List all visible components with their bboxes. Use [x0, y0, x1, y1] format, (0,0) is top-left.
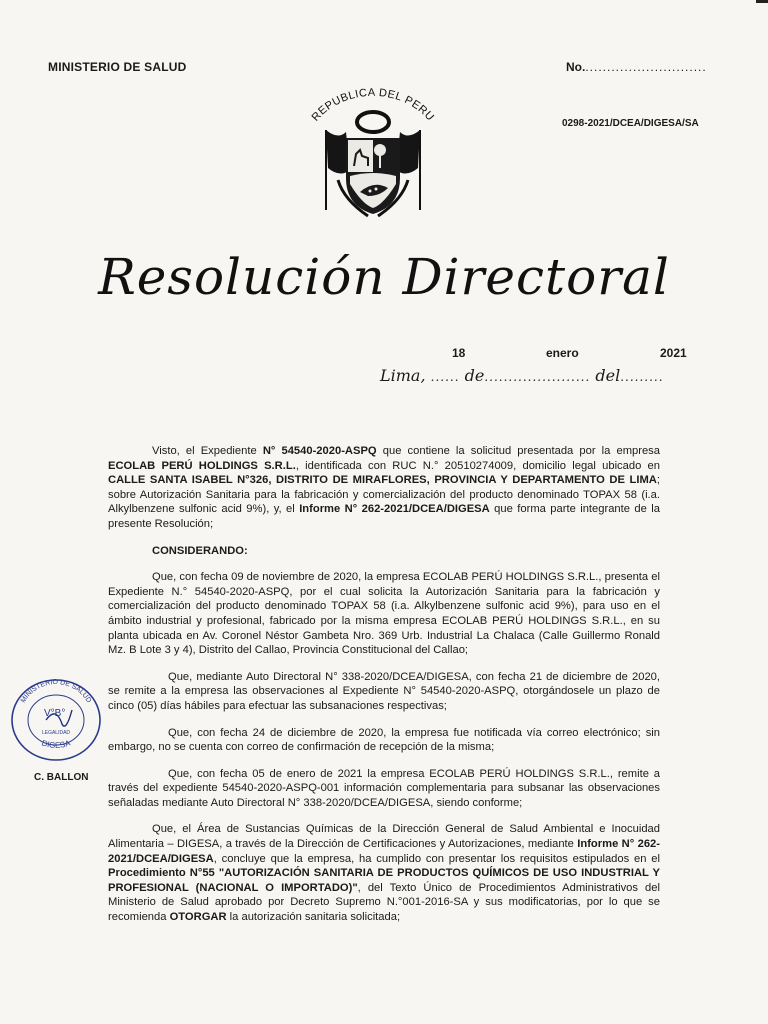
date-dots-2: ......................	[484, 370, 591, 384]
number-dots: ............................	[585, 60, 707, 74]
resolution-body	[108, 444, 660, 925]
considerando-paragraph-2: Que, mediante Auto Directoral N° 338-2020/DCEA/DIGESA, con fecha 21 de diciembre de 2020, se remite a la empresa las observaciones al Expediente N° 54540-2020-ASPQ, otorgándosele un plazo de cinco (05) días hábiles para efectuar las subsanaciones respectivas;	[108, 670, 660, 712]
considerando-paragraph-1: Que, con fecha 09 de noviembre de 2020, la empresa ECOLAB PERÚ HOLDINGS S.R.L., presenta el Expediente N.° 54540-2020-ASPQ, por el cual solicita la Autorización Sanitaria para la fabricación y comercialización del producto denominado TOPAX 58 (i.a. Alkylbenzene sulfonic acid 9%), para uso en el ámbito industrial y profesional, fabricado por la misma empresa ECOLAB PERÚ HOLDINGS S.R.L., en su planta ubicada en Av. Coronel Néstor Gambeta Nro. 369 Urb. Industrial La Chalaca (Calle Guillermo Ronald Mz. B Lote 3 y 4), Distrito del Callao, Provincia Constitucional del Callao;	[108, 571, 660, 657]
document-number	[566, 60, 707, 74]
considerando-paragraph-4: Que, con fecha 05 de enero de 2021 la empresa ECOLAB PERÚ HOLDINGS S.R.L., remite a través del expediente 54540-2020-ASPQ-001 información complementaria para subsanar las observaciones señaladas mediante Auto Directoral N° 338-2020/DCEA/DIGESA, siendo conforme;	[108, 767, 660, 809]
p5-text: Que, el Área de Sustancias Químicas de la Dirección General de Salud Ambiental e Inocuidad Alimentaria – DIGESA, a través de la Dirección de Certificaciones y Autorizaciones, mediante	[108, 823, 660, 851]
stamp-arc-text: MINISTERIO DE SALUD	[19, 678, 93, 705]
informe-number: Informe N° 262-2021/DCEA/DIGESA	[108, 838, 660, 865]
svg-text:MINISTERIO DE SALUD	[20, 679, 92, 704]
p5-text: , concluye que la empresa, ha cumplido con presentar los requisitos estipulados en el	[213, 852, 660, 865]
stamp-section: LEGALIDAD	[41, 730, 71, 736]
ministry-heading: MINISTERIO DE SALUD	[48, 60, 187, 74]
coat-of-arms-icon	[288, 70, 458, 220]
expediente-number: N° 54540-2020-ASPQ	[262, 445, 377, 457]
date-de: de	[464, 366, 485, 385]
otorgar-keyword: OTORGAR	[169, 911, 227, 924]
considerando-heading: CONSIDERANDO:	[152, 544, 248, 557]
date-year: 2021	[660, 346, 687, 360]
company-address: CALLE SANTA ISABEL N°326, DISTRITO DE MIRAFLORES, PROVINCIA Y DEPARTAMENTO DE LIMA	[108, 474, 657, 487]
stamp-vb: V°B°	[44, 708, 66, 719]
visto-text: ; sobre Autorización Sanitaria para la fabricación y comercialización del producto denominado TOPAX 58 (i.a. Alkylbenzene sulfonic acid 9%), y, el	[108, 474, 660, 516]
company-name: ECOLAB PERÚ HOLDINGS S.R.L.	[108, 459, 296, 472]
visto-paragraph	[108, 444, 660, 532]
date-line	[380, 366, 664, 385]
number-label: No.	[566, 60, 586, 74]
scan-edge-mark	[756, 0, 768, 3]
svg-text:DIGESA	[41, 738, 73, 750]
informe-number: Informe N° 262-2021/DCEA/DIGESA	[299, 503, 490, 516]
visto-text: Visto, el Expediente	[152, 445, 263, 457]
page-title: Resolución Directoral	[98, 248, 670, 306]
date-dots-3: .........	[620, 370, 664, 384]
crest-arc-text: REPUBLICA DEL PERU	[309, 86, 437, 124]
procedure-name: Procedimiento N°55 "AUTORIZACIÓN SANITARIA DE PRODUCTOS QUÍMICOS DE USO INDUSTRIAL Y PROFESIONAL (NACIONAL O IMPORTADO)"	[108, 867, 660, 894]
visto-text: que forma parte integrante de la presente Resolución;	[108, 503, 661, 530]
date-day: 18	[452, 346, 466, 360]
stamp-bottom-text: DIGESA	[40, 738, 72, 750]
considerando-paragraph-5	[108, 822, 660, 924]
approval-stamp-icon	[6, 676, 106, 762]
reference-code: 0298-2021/DCEA/DIGESA/SA	[562, 118, 699, 129]
date-place: Lima,	[380, 366, 426, 385]
visto-text: , identificada con RUC N.° 20510274009, domicilio legal ubicado en	[295, 459, 661, 472]
visto-text: que contiene la solicitud presentada por la empresa	[376, 445, 661, 457]
p5-text: la autorización sanitaria solicitada;	[226, 911, 401, 924]
p5-text: , del Texto Único de Procedimientos Administrativos del Ministerio de Salud aprobado por Decreto Supremo N.°001-2016-SA y sus modificatorias, por lo que se recomienda	[108, 881, 660, 924]
date-del: del	[595, 366, 621, 385]
considerando-paragraph-3: Que, con fecha 24 de diciembre de 2020, la empresa fue notificada vía correo electrónico; sin embargo, no se cuenta con correo de confirmación de recepción de la misma;	[108, 726, 660, 754]
date-month: enero	[546, 346, 579, 360]
stamp-signatory: C. BALLON	[34, 772, 89, 783]
svg-text:REPUBLICA DEL PERU	[310, 87, 437, 124]
date-dots-1: ......	[430, 370, 460, 384]
